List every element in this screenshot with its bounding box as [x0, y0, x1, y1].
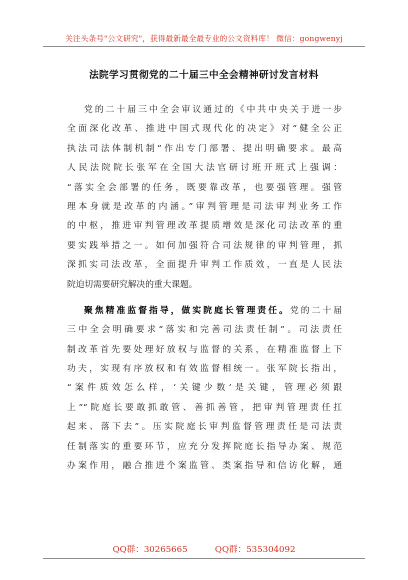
paragraph-1 — [67, 101, 342, 295]
paragraph-2-line: 制改革首先要处理好放权与监督的关系，在精准监督上下 — [67, 344, 342, 355]
qq-group-2-number: 535304092 — [246, 545, 296, 555]
paragraph-1-line: 人民法院院长张军在全国大法官研讨班开班式上强调： — [67, 163, 342, 174]
document-title: 法院学习贯彻党的二十届三中全会精神研讨发言材料 — [89, 70, 319, 81]
paragraph-1-line: 院迫切需要研究解决的重大课题。 — [67, 279, 198, 290]
paragraph-2-line: 起来、落下去”。压实院庭长审判监督管理责任是司法责 — [67, 422, 342, 433]
paragraph-2-lead-heading: 聚焦精准监督指导，做实院庭长管理责任。 — [84, 305, 290, 316]
page-footer — [0, 543, 408, 555]
qq-group-1-number: 30265665 — [143, 545, 188, 555]
document-body — [67, 101, 342, 476]
paragraph-2-line: 上”“院庭长要敢抓敢管、善抓善管，把审判管理责任扛 — [67, 402, 342, 413]
paragraph-2-line: 三中全会明确要求“落实和完善司法责任制”。司法责任 — [67, 325, 342, 336]
paragraph-1-line: 全面深化改革、推进中国式现代化的决定》对“健全公正 — [67, 124, 342, 135]
paragraph-2-line: 功夫，实现有序放权和有效监督相统一。张军院长指出， — [67, 364, 342, 375]
page-header: 关注头条号"公文研究"，获得最新最全最专业的公文资料库！ 微信：gongwenyj — [65, 34, 343, 43]
paragraph-2-line: 办案作用，融合推进个案监管、类案指导和信访化解，通 — [67, 461, 342, 472]
paragraph-1-line: 党的二十届三中全会审议通过的《中共中央关于进一步 — [84, 105, 342, 115]
paragraph-2-line — [67, 302, 342, 321]
qq-group-1-label: QQ群： — [112, 545, 144, 555]
paragraph-1-line: 要实践举措之一。如何加强符合司法规律的审判管理，抓 — [67, 240, 342, 251]
header-divider — [43, 46, 365, 47]
qq-group-2-label: QQ群： — [214, 545, 247, 555]
paragraph-1-line: 深抓实司法改革，全面提升审判工作质效，一直是人民法 — [67, 260, 342, 271]
paragraph-2-line: 任制落实的重要环节，应充分发挥院庭长指导办案、规范 — [67, 441, 342, 452]
paragraph-1-line: 执法司法体制机制”作出专门部署、提出明确要求。最高 — [67, 143, 342, 154]
paragraph-2-line: “案件质效怎么样，‘关键少数’是关键，管理必须跟 — [67, 383, 342, 394]
paragraph-1-line: “落实全会部署的任务，既要靠改革，也要强管理。强管 — [67, 182, 342, 193]
paragraph-1-line: 理本身就是改革的内涵。”审判管理是司法审判业务工作 — [67, 201, 342, 212]
footer-divider — [43, 558, 365, 559]
paragraph-2-lead-text: 党的二十届 — [289, 305, 343, 316]
paragraph-1-line: 的中枢，推进审判管理改革提质增效是深化司法改革的重 — [67, 221, 342, 232]
paragraph-2 — [67, 302, 342, 477]
